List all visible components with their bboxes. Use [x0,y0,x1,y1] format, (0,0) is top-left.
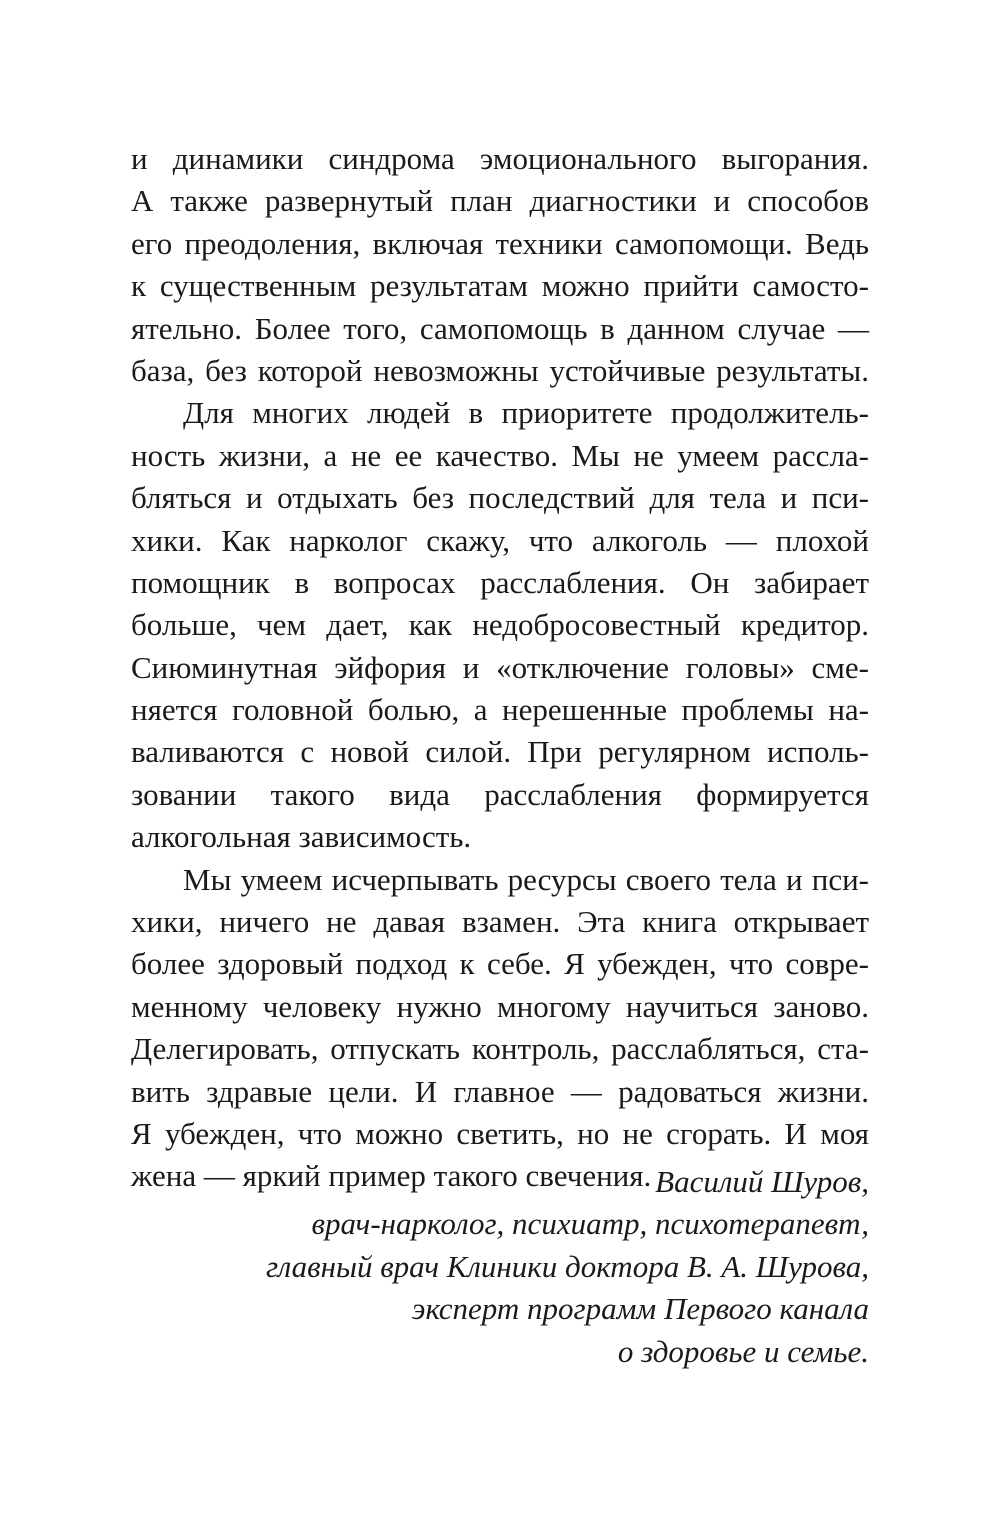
body-text [131,138,869,1198]
text-line: хики. Как нарколог скажу, что алкоголь — плохой [131,522,869,558]
signature-topic: о здоровье и семье. [617,1333,869,1369]
text-line: Сиюминутная эйфория и «отключение головы» сме- [131,649,869,685]
text-line: А также развернутый план диагностики и способов [131,183,869,219]
text-line: зовании такого вида расслабления формируется [131,776,869,812]
text-line: хики, ничего не давая взамен. Эта книга открывает [131,904,869,940]
text-line: больше, чем дает, как недобросовестный кредитор. [131,607,869,643]
text-line: помощник в вопросах расслабления. Он забирает [131,564,869,600]
text-line: валиваются с новой силой. При регулярном исполь- [131,734,869,770]
text-line: Мы умеем исчерпывать ресурсы своего тела и пси- [183,861,869,897]
signature-name: Василий Шуров, [655,1164,869,1199]
text-line: база, без которой невозможны устойчивые результаты. [131,352,869,388]
text-line: более здоровый подход к себе. Я убежден, что совре- [131,946,869,982]
text-line: вить здравые цели. И главное — радоваться жизни. [131,1073,869,1109]
signature-position: главный врач Клиники доктора В. А. Шурова, [266,1248,869,1284]
text-line: к существенным результатам можно прийти самосто- [131,268,869,304]
signature-role: врач-нарколог, психиатр, психотерапевт, [311,1206,869,1242]
text-line: няется головной болью, а нерешенные проблемы на- [131,692,869,728]
text-line: бляться и отдыхать без последствий для тела и пси- [131,480,869,516]
text-line: Я убежден, что можно светить, но не сгорать. И моя [131,1115,869,1151]
text-line: Делегировать, отпускать контроль, расслабляться, ста- [131,1031,869,1067]
text-line: и динамики синдрома эмоционального выгорания. [131,141,869,176]
text-line: менному человеку нужно многому научиться заново. [131,988,869,1024]
text-line: ность жизни, а не ее качество. Мы не умеем рассла- [131,437,869,473]
signature-expert: эксперт программ Первого канала [411,1291,869,1327]
author-signature [131,1161,869,1373]
text-line: Для многих людей в приоритете продолжитель- [183,395,869,431]
text-line: его преодоления, включая техники самопомощи. Ведь [131,225,869,261]
text-line: ятельно. Более того, самопомощь в данном случае — [131,310,869,346]
text-line: жена — яркий пример такого свечения. [131,1158,652,1194]
text-line: алкогольная зависимость. [131,819,472,855]
